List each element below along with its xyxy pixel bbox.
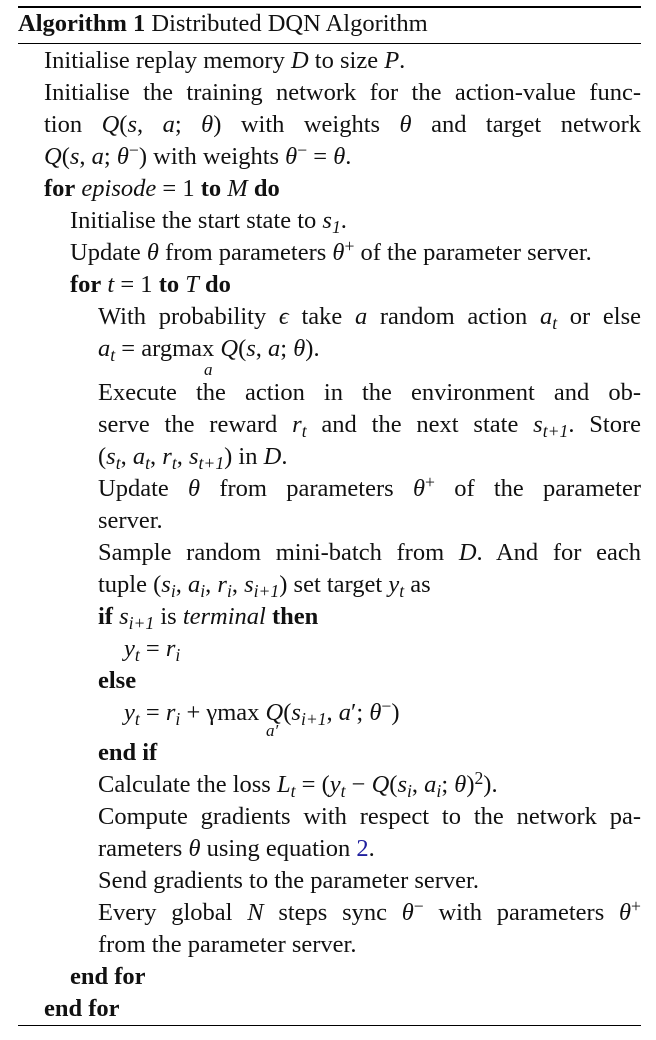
algo-line-10: $a_t = argmax$ Q(s, a; θ). — [98, 335, 320, 365]
algo-line-29: Every global N steps sync θ− with parameters θ+ — [98, 896, 641, 926]
algo-line-6: Initialise the start state to $s_1$. — [70, 207, 347, 237]
algo-line-for-t: for t = 1 to T do — [70, 271, 231, 298]
algorithm-caption — [18, 8, 428, 40]
algo-line-3: tion Q(s, a; θ) with weights θ and target network — [44, 111, 641, 138]
algo-line-9: With probability ϵ take a random action $a_t$ or else — [98, 303, 641, 333]
algo-line-16: server. — [98, 507, 163, 534]
algo-line-12: Execute the action in the environment and ob- — [98, 379, 641, 406]
algo-line-for-episode: for episode = 1 to M do — [44, 175, 280, 202]
algo-line-7: Update θ from parameters θ+ of the parameter server. — [70, 236, 592, 266]
equation-link[interactable]: 2 — [356, 835, 369, 862]
algo-line-2: Initialise the training network for the action-value func- — [44, 79, 641, 106]
header-rule — [18, 43, 641, 44]
algo-line-1: Initialise replay memory D to size P. — [44, 47, 406, 74]
algo-line-end-for-outer: end for — [44, 995, 120, 1022]
algo-line-26: Compute gradients with respect to the network pa- — [98, 803, 641, 830]
algo-line-14: ($s_t$, $a_t$, $r_t$, $s_{t+1}$) in D. — [98, 443, 288, 473]
algo-line-end-for-inner: end for — [70, 963, 146, 990]
algo-line-4: Q(s, a; θ−) with weights θ− = θ. — [44, 140, 352, 170]
max-subscript: a′ — [266, 721, 279, 740]
algo-line-13: serve the reward $r_t$ and the next state $s_{t+1}$. Store — [98, 411, 641, 441]
algo-line-27: rameters θ using equation 2. — [98, 835, 375, 862]
algo-line-18: tuple ($s_i$, $a_i$, $r_i$, $s_{i+1}$) set target $y_t$ as — [98, 571, 431, 601]
algo-line-30: from the parameter server. — [98, 931, 357, 958]
algo-line-20: $y_t = r_i$ — [124, 635, 181, 665]
algo-line-if: if $s_{i+1}$ is terminal then — [98, 603, 319, 633]
argmax-subscript: a — [204, 360, 213, 379]
algorithm-title: Distributed DQN Algorithm — [151, 10, 428, 37]
bottom-rule — [18, 1025, 641, 1026]
algo-line-28: Send gradients to the parameter server. — [98, 867, 479, 894]
algo-line-15: Update θ from parameters θ+ of the parameter — [98, 472, 641, 502]
algo-line-17: Sample random mini-batch from D. And for each — [98, 539, 641, 566]
algorithm-label: Algorithm 1 — [18, 10, 146, 37]
algo-line-25: Calculate the loss $L_t = (y_t - Q(s_i$, $a_i$; θ)$^2$). — [98, 768, 498, 801]
algo-line-22: $y_t = r_i + \gamma\max$ $Q(s_{i+1}$, a′; θ−) — [124, 696, 400, 729]
algo-line-end-if: end if — [98, 739, 158, 766]
algo-line-else: else — [98, 667, 137, 694]
